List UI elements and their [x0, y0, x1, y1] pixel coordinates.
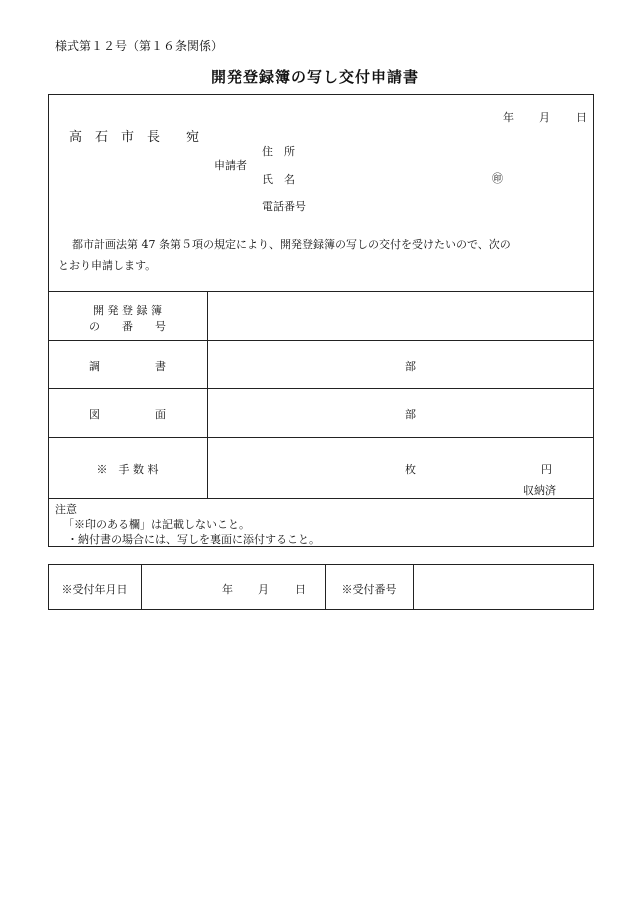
- received-date-label: ※受付年月日: [61, 583, 128, 596]
- drawing-count-field[interactable]: [208, 389, 593, 437]
- drawing-unit: 部: [405, 408, 416, 421]
- survey-label: 調 書: [89, 360, 166, 373]
- note-1: 「※印のある欄」は記載しないこと。: [63, 518, 250, 531]
- addressee: 高 石 市 長 宛: [69, 130, 200, 145]
- request-text-line1: 都市計画法第 47 条第５項の規定により、開発登録簿の写しの交付を受けたいので、次の: [72, 238, 511, 251]
- fee-yen-unit: 円: [541, 463, 552, 476]
- phone-label: 電話番号: [262, 200, 306, 213]
- note-2: ・納付書の場合には、写しを裏面に添付すること。: [67, 533, 320, 546]
- applicant-label: 申請者: [214, 159, 247, 172]
- received-year: 年: [222, 583, 233, 596]
- received-day: 日: [295, 583, 306, 596]
- drawing-label: 図 面: [89, 408, 166, 421]
- survey-unit: 部: [405, 360, 416, 373]
- name-label: 氏 名: [262, 173, 295, 186]
- table-bottom-line: [48, 498, 594, 499]
- page-title: 開発登録簿の写し交付申請書: [210, 68, 419, 86]
- date-year-label: 年: [503, 111, 514, 124]
- row-divider-3: [48, 437, 594, 438]
- received-number-field[interactable]: [414, 565, 593, 609]
- fee-label: ※ 手 数 料: [96, 463, 159, 476]
- seal-mark: ㊞: [492, 172, 503, 185]
- fee-sheets-unit: 枚: [405, 463, 416, 476]
- date-month-label: 月: [539, 111, 550, 124]
- register-number-label-1: 開 発 登 録 簿: [93, 304, 162, 317]
- receipt-divider-1: [141, 564, 142, 610]
- survey-count-field[interactable]: [208, 341, 593, 388]
- fee-paid-stamp: 収納済: [523, 484, 556, 497]
- received-number-label: ※受付番号: [341, 583, 397, 596]
- date-day-label: 日: [576, 111, 587, 124]
- received-month: 月: [258, 583, 269, 596]
- register-number-label-2: の 番 号: [89, 320, 166, 333]
- address-label: 住 所: [262, 145, 295, 158]
- notes-heading: 注意: [55, 503, 77, 516]
- request-text-line2: とおり申請します。: [58, 259, 157, 272]
- register-number-field[interactable]: [208, 292, 593, 340]
- form-number: 様式第１２号（第１６条関係）: [55, 39, 224, 53]
